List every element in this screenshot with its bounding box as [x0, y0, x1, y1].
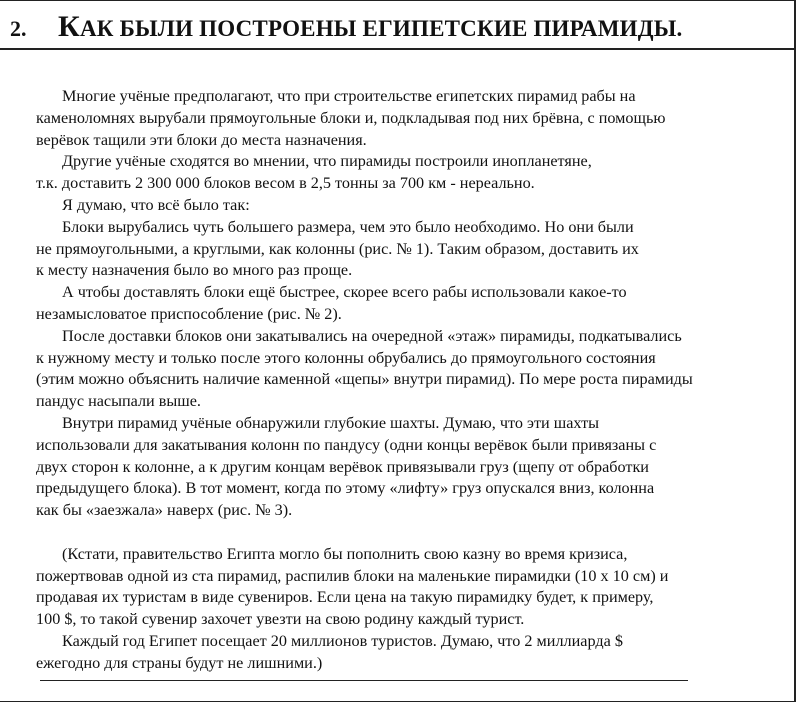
text-line: предыдущего блока). В тот момент, когда по этому «лифту» груз опускался вниз, колонна: [36, 479, 655, 498]
text-line: ежегодно для страны будут не лишними.): [36, 653, 323, 672]
section-title-initial: К: [58, 10, 80, 43]
text-line: пожертвовав одной из ста пирамид, распилив блоки на маленькие пирамидки (10 х 10 см) и: [36, 566, 669, 585]
text-line: Многие учёные предполагают, что при строительстве египетских пирамид рабы на: [62, 87, 636, 105]
body-text: [36, 86, 796, 675]
text-line: двух сторон к колонне, а к другим концам верёвок привязывали груз (щепу от обработки: [36, 457, 649, 476]
blank-line: [36, 522, 796, 544]
text-line: (Кстати, правительство Египта могло бы пополнить свою казну во время кризиса,: [62, 544, 628, 563]
text-line: верёвок тащили эти блоки до места назначения.: [36, 130, 367, 149]
text-line: Блоки вырубались чуть большего размера, чем это было необходимо. Но они были: [62, 217, 634, 236]
text-line: 100 $, то такой сувенир захочет увезти на свою родину каждый турист.: [36, 610, 525, 629]
answer-line: [40, 680, 688, 681]
text-line: пандус насыпали выше.: [36, 392, 201, 411]
text-line: каменоломнях вырубали прямоугольные блоки и, подкладывая под них брёвна, с помощью: [36, 108, 666, 127]
text-line: А чтобы доставлять блоки ещё быстрее, скорее всего рабы использовали какое-то: [62, 283, 627, 302]
text-line: как бы «заезжала» наверх (рис. № 3).: [36, 501, 293, 520]
text-line: незамысловатое приспособление (рис. № 2).: [36, 304, 342, 323]
text-line: (этим можно объяснить наличие каменной «щепы» внутри пирамид). По мере роста пирамиды: [36, 370, 693, 389]
text-line: к месту назначения было во много раз проще.: [36, 261, 353, 280]
text-line: Каждый год Египет посещает 20 миллионов туристов. Думаю, что 2 миллиарда $: [62, 631, 623, 650]
text-line: продавая их туристам в виде сувениров. Если цена на такую пирамидку будет, к примеру,: [36, 588, 654, 607]
text-line: Я думаю, что всё было так:: [62, 195, 250, 214]
text-line: Другие учёные сходятся во мнении, что пирамиды построили инопланетяне,: [62, 152, 592, 171]
section-number: 2.: [10, 16, 27, 41]
text-line: использовали для закатывания колонн по пандусу (одни концы верёвок были привязаны с: [36, 435, 657, 454]
text-line: к нужному месту и только после этого колонны обрубались до прямоугольного состояния: [36, 348, 656, 367]
text-line: Внутри пирамид учёные обнаружили глубокие шахты. Думаю, что эти шахты: [62, 413, 600, 432]
section-title-rest: АК БЫЛИ ПОСТРОЕНЫ ЕГИПЕТСКИЕ ПИРАМИДЫ.: [79, 16, 683, 41]
text-line: После доставки блоков они закатывались на очередной «этаж» пирамиды, подкатывались: [62, 326, 682, 345]
text-line: т.к. доставить 2 300 000 блоков весом в 2,5 тонны за 700 км - нереально.: [36, 174, 535, 193]
section-title: [58, 10, 683, 44]
text-line: не прямоугольными, а круглыми, как колонны (рис. № 1). Таким образом, доставить их: [36, 239, 639, 258]
section-header: [0, 0, 796, 50]
